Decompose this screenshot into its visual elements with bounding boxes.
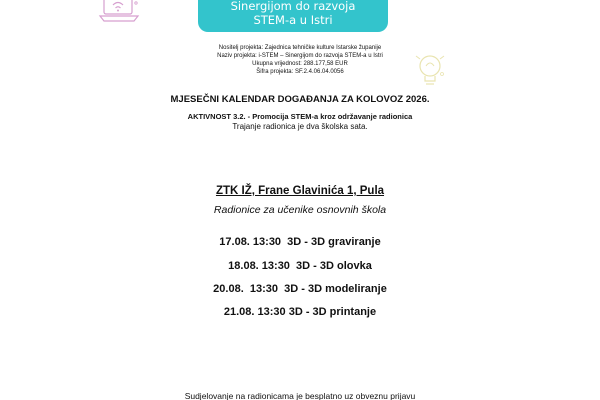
banner-line-1: Sinergijom do razvoja	[230, 0, 356, 13]
calendar-title: MJESEČNI KALENDAR DOGAĐANJA ZA KOLOVOZ 2026.	[170, 94, 430, 105]
project-holder: Nositelj projekta: Zajednica tehničke kulture Istarske županije	[218, 45, 382, 51]
project-value: Ukupna vrijednost: 288.177,58 EUR	[252, 61, 348, 67]
event-item: 17.08. 13:30 3D - 3D graviranje	[219, 236, 381, 248]
venue-address: ZTK IŽ, Frane Glavinića 1, Pula	[215, 185, 385, 197]
project-code: Šifra projekta: SF.2.4.06.04.0056	[256, 69, 344, 75]
event-item: 18.08. 13:30 3D - 3D olovka	[228, 260, 372, 272]
workshop-duration: Trajanje radionica je dva školska sata.	[232, 122, 368, 131]
banner-line-2: STEM-a u Istri	[253, 13, 333, 27]
activity-heading: AKTIVNOST 3.2. - Promocija STEM-a kroz održavanje radionica	[187, 112, 413, 121]
registration-note: Sudjelovanje na radionicama je besplatno uz obveznu prijavu	[184, 391, 416, 400]
project-name: Naziv projekta: i-STEM – Sinergijom do razvoja STEM-a u Istri	[217, 53, 383, 59]
event-item: 21.08. 13:30 3D - 3D printanje	[223, 306, 377, 318]
event-item: 20.08. 13:30 3D - 3D modeliranje	[213, 283, 387, 295]
audience-note: Radionice za učenike osnovnih škola	[213, 204, 387, 216]
project-info	[0, 44, 600, 76]
project-banner	[198, 0, 388, 32]
laptop-wifi-icon	[98, 0, 140, 24]
